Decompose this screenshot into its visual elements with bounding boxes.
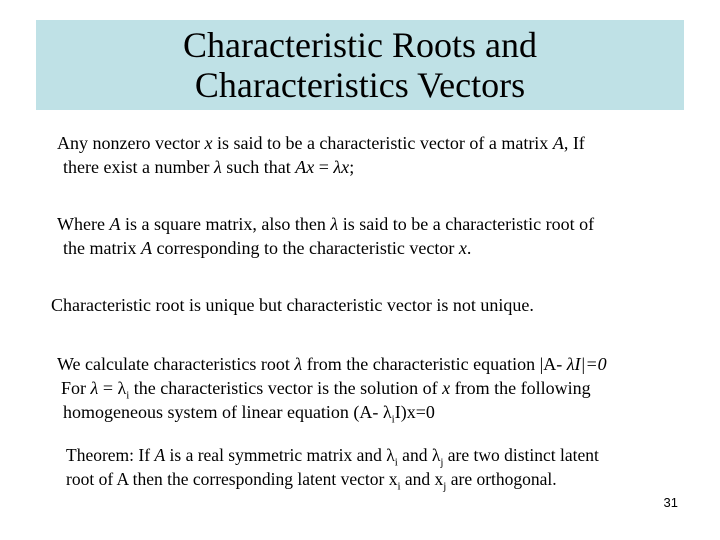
text: Any nonzero vector xyxy=(57,133,205,153)
text: = xyxy=(314,157,334,177)
text: is a real symmetric matrix and λ xyxy=(165,445,395,465)
math-var: λ xyxy=(90,378,99,398)
math-var: A xyxy=(109,214,121,234)
paragraph-line xyxy=(57,212,594,236)
text: root of A then the corresponding latent vector x xyxy=(66,469,398,489)
text: . xyxy=(466,238,472,258)
text: I)x=0 xyxy=(394,402,435,422)
math-var: λx xyxy=(333,157,350,177)
math-var: |=0 xyxy=(580,354,607,374)
text: We calculate characteristics root xyxy=(57,354,295,374)
text: = λ xyxy=(98,378,127,398)
math-var: A xyxy=(154,445,166,465)
text: is said to be a characteristic vector of a matrix xyxy=(212,133,553,153)
paragraph-line xyxy=(57,376,607,400)
subscript: i xyxy=(126,389,130,402)
text: homogeneous system of linear equation (A- λ xyxy=(63,402,392,422)
paragraph-line xyxy=(57,400,607,424)
title-box xyxy=(36,20,684,110)
subscript: j xyxy=(440,456,444,469)
paragraph-line: Characteristic root is unique but characteristic vector is not unique. xyxy=(51,295,534,315)
paragraph-theorem xyxy=(66,443,599,491)
math-var: λ xyxy=(330,214,339,234)
paragraph-line xyxy=(57,155,585,179)
text: are two distinct latent xyxy=(443,445,599,465)
text: corresponding to the characteristic vector xyxy=(151,238,459,258)
text: , If xyxy=(563,133,585,153)
math-var: x xyxy=(204,133,213,153)
math-var: A xyxy=(552,133,564,153)
paragraph-calculation xyxy=(57,352,607,424)
paragraph-line xyxy=(66,467,599,491)
text: the matrix xyxy=(63,238,141,258)
slide-title-line-2: Characteristics Vectors xyxy=(194,65,526,105)
text: and λ xyxy=(397,445,441,465)
math-var: x xyxy=(458,238,467,258)
paragraph-line xyxy=(57,131,585,155)
math-var: Ax xyxy=(295,157,315,177)
subscript: i xyxy=(394,456,398,469)
text: For xyxy=(61,378,91,398)
paragraph-characteristic-vector-definition xyxy=(57,131,585,179)
text: is a square matrix, also then xyxy=(120,214,331,234)
math-var: A xyxy=(140,238,152,258)
text: are orthogonal. xyxy=(446,469,557,489)
slide-title-line-1: Characteristic Roots and xyxy=(183,25,537,65)
math-var: λ xyxy=(213,157,222,177)
math-var: λ xyxy=(294,354,303,374)
paragraph-characteristic-root-definition xyxy=(57,212,594,260)
text: from the characteristic equation |A- xyxy=(302,354,567,374)
text: and x xyxy=(400,469,444,489)
paragraph-uniqueness xyxy=(51,293,534,317)
paragraph-line xyxy=(57,236,594,260)
paragraph-line xyxy=(57,352,607,376)
subscript: i xyxy=(391,413,395,426)
paragraph-line xyxy=(66,443,599,467)
subscript: j xyxy=(443,480,447,493)
math-var: x xyxy=(442,378,451,398)
text: the characteristics vector is the solution of xyxy=(129,378,443,398)
math-var: λI xyxy=(566,354,581,374)
text: Where xyxy=(57,214,110,234)
text: is said to be a characteristic root of xyxy=(338,214,595,234)
subscript: i xyxy=(397,480,401,493)
text: ; xyxy=(349,157,355,177)
text: there exist a number xyxy=(63,157,214,177)
text: Theorem: If xyxy=(66,445,155,465)
slide-number: 31 xyxy=(663,495,678,510)
text: from the following xyxy=(450,378,591,398)
text: such that xyxy=(221,157,296,177)
